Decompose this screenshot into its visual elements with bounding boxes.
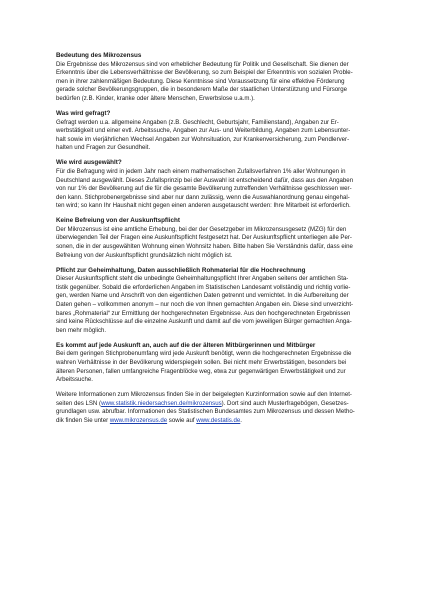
section-heading: Was wird gefragt? [56,109,111,117]
text-line: Gefragt werden u.a. allgemeine Angaben (z.B. Geschlecht, Geburtsjahr, Familienstand), Angaben zur Er- [56,118,339,126]
document-page [56,52,374,426]
text-line: Für die Befragung wird in jedem Jahr nach einem mathematischen Zufallsverfahren 1% aller Wohnungen in [56,167,346,175]
text-line: halt sowie im vierjährlichen Wechsel Angaben zur Wohnsituation, zur Krankenversicherung, zum Pendlerver- [56,135,350,143]
footer-paragraph [56,391,374,425]
section-paragraph [56,61,374,104]
text-line: Arbeitssuche. [56,376,93,384]
section-paragraph [56,350,374,384]
section-paragraph [56,168,374,211]
text-segment: sowie auf [167,416,197,424]
text-line: Deutschland ausgewählt. Dieses Zufallsprinzip bei der Auswahl ist entscheidend dafür, dass aus den Angaben [56,176,354,184]
text-line: grundlagen usw. abrufbar. Informationen des Statistischen Bundesamtes zum Mikrozensus und dessen Metho- [56,408,355,416]
section-paragraph [56,226,374,260]
section-heading: Keine Befreiung von der Auskunftspflicht [56,217,180,225]
section-heading: Bedeutung des Mikrozensus [56,52,142,59]
text-line: älteren Personen, fallen umfangreiche Fragenblöcke weg, etwa zur gegenwärtigen Erwerbstätigkeit und zur [56,367,346,375]
text-line: Erkenntnis über die Lebensverhältnisse der Bevölkerung, so zum Beispiel der Erkenntnis von sozialen Proble- [56,69,353,77]
text-line: Daten gehen – vollkommen anonym – nur noch die von Ihnen gemachten Angaben ein. Diese sind unverzicht- [56,301,354,308]
section [56,342,374,385]
text-segment: dik finden Sie unter [56,416,110,424]
text-line: Dieser Auskunftspflicht steht die unbedingte Geheimhaltungspflicht Ihrer Angaben seitens der amtlichen Sta- [56,275,349,283]
text-line: gen, werden Name und Anschrift von den eigentlichen Daten getrennt und vernichtet. In die Aufbereitung der [56,292,349,300]
section-paragraph [56,119,374,153]
text-line: bares „Rohmaterial“ zur Ermittlung der hochgerechneten Ergebnisse. Aus den hochgerechneten Ergebnissen [56,309,351,317]
text-line: ten wird; so kann Ihr Haushalt nicht gegen einen anderen ausgetauscht werden: Ihre Mitarbeit ist erforderlich. [56,202,351,210]
text-line: ben mehr möglich. [56,326,107,334]
text-line: wahren Verhältnisse in der Bevölkerung widerspiegeln sollen. Bei nicht mehr Erwerbstätigen, besonders bei [56,358,347,366]
section [56,267,374,336]
text-line: bedürfen (z.B. Kinder, kranke oder ältere Menschen, Erwerbslose u.a.m.). [56,94,255,102]
text-line: Der Mikrozensus ist eine amtliche Erhebung, bei der der Gesetzgeber im Mikrozensusgesetz (MZG) für den [56,225,347,233]
text-line: gerade solcher Bevölkerungsgruppen, die in besonderem Maße der staatlichen Unterstützung und Fürsorge [56,86,347,94]
section-heading: Es kommt auf jede Auskunft an, auch auf die der älteren Mitbürgerinnen und Mitbürger [56,341,316,349]
mikrozensus-link[interactable]: www.mikrozensus.de [109,416,168,424]
text-line: Die Ergebnisse des Mikrozensus sind von erheblicher Bedeutung für Politik und Gesellschaft. Sie dienen der [56,60,349,68]
text-line: halten und Fragen zur Gesundheit. [56,144,151,152]
section [56,110,374,153]
text-segment: ). Dort sind auch Musterfragebögen, Gesetzes- [221,399,349,407]
destatis-link[interactable]: www.destatis.de [196,416,241,424]
text-segment: seiten des LSN ( [56,399,102,407]
text-line: überwiegenden Teil der Fragen eine Auskunftspflicht festgesetzt hat. Der Auskunftspflicht unterliegen alle Per- [56,234,352,242]
text-line: den kann. Stichprobenergebnisse sind aber nur dann zulässig, wenn die Auswahlanordnung genau eingehal- [56,193,350,201]
text-line: sind keine Rückschlüsse auf die einzelne Auskunft und damit auf die vom jeweiligen Bürger gemachten Anga- [56,318,352,326]
section-heading: Pflicht zur Geheimhaltung, Daten ausschließlich Rohmaterial für die Hochrechnung [56,266,306,274]
text-line: sonen, die in der ausgewählten Wohnung einen Wohnsitz haben. Bitte haben Sie Verständnis dafür, dass eine [56,243,353,251]
text-line: tistik gegenüber. Sobald die erforderlichen Angaben im Statistischen Landesamt vollständig und richtig vorlie- [56,283,351,291]
lsn-mikrozensus-link[interactable]: www.statistik.niedersachsen.de/mikrozensus [101,399,222,407]
text-line: Weitere Informationen zum Mikrozensus finden Sie in der beigelegten Kurzinformation sowie auf den Internet- [56,391,352,399]
text-line: werbstätigkeit und einer evtl. Arbeitssuche, Angaben zur Aus- und Weiterbildung, Angaben zum Lebensunter- [56,127,351,135]
text-line: Bei dem geringen Stichprobenumfang wird jede Auskunft benötigt, wenn die hochgerechneten Ergebnisse die [56,350,352,358]
section [56,52,374,104]
section [56,217,374,260]
text-line [56,400,374,409]
section-paragraph [56,275,374,335]
text-line: men in ihrer zahlenmäßigen Bedeutung. Diese Kenntnisse sind Voraussetzung für eine effektive Förderung [56,77,345,85]
section-heading: Wie wird ausgewählt? [56,159,122,167]
text-line [56,417,374,426]
text-line: von nur 1% der Bevölkerung auf die für die gesamte Bevölkerung zutreffenden Verhältnisse geschlossen wer- [56,185,352,193]
text-line: Befreiung von der Auskunftspflicht grundsätzlich nicht möglich ist. [56,251,233,259]
section [56,159,374,211]
text-segment: . [240,416,242,424]
